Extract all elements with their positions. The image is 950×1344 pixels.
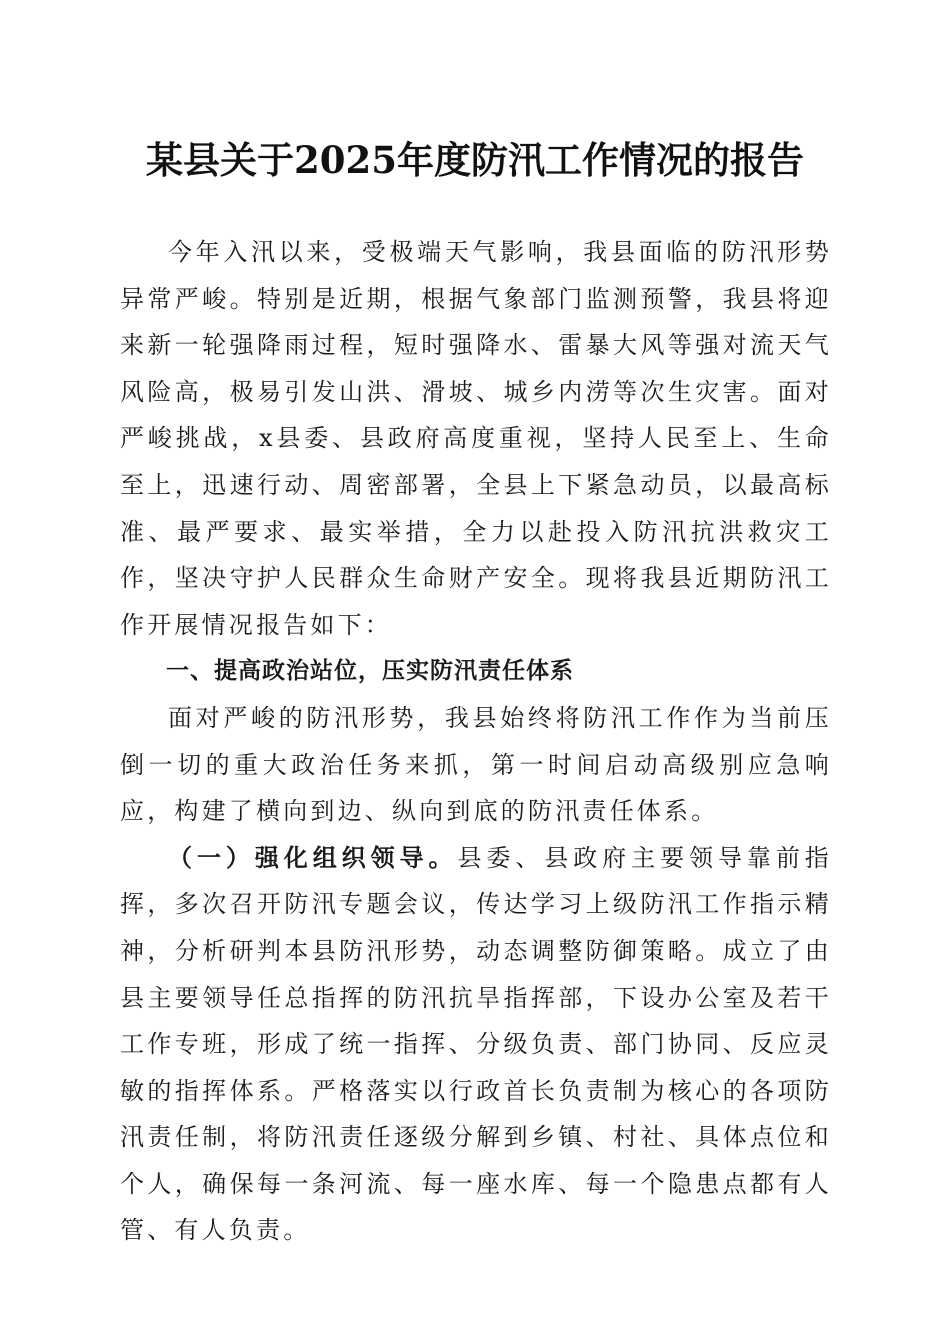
section-1-heading: 一、提高政治站位，压实防汛责任体系 bbox=[166, 658, 574, 685]
subsection-1-paragraph bbox=[120, 835, 832, 1254]
document-title: 某县关于2025年度防汛工作情况的报告 bbox=[146, 138, 804, 182]
subsection-1-lead: （一）强化组织领导。 bbox=[168, 842, 458, 872]
document-body bbox=[120, 229, 832, 1254]
intro-paragraph: 今年入汛以来，受极端天气影响，我县面临的防汛形势异常严峻。特别是近期，根据气象部门监测预警，我县将迎来新一轮强降雨过程，短时强降水、雷暴大风等强对流天气风险高，极易引发山洪、滑坡、城乡内涝等次生灾害。面对严峻挑战，x县委、县政府高度重视，坚持人民至上、生命至上，迅速行动、周密部署，全县上下紧急动员，以最高标准、最严要求、最实举措，全力以赴投入防汛抗洪救灾工作，坚决守护人民群众生命财产安全。现将我县近期防汛工作开展情况报告如下： bbox=[120, 238, 832, 639]
subsection-1-body: 县委、县政府主要领导靠前指挥，多次召开防汛专题会议，传达学习上级防汛工作指示精神，分析研判本县防汛形势，动态调整防御策略。成立了由县主要领导任总指挥的防汛抗旱指挥部，下设办公室及若干工作专班，形成了统一指挥、分级负责、部门协同、反应灵敏的指挥体系。严格落实以行政首长负责制为核心的各项防汛责任制，将防汛责任逐级分解到乡镇、村社、具体点位和个人，确保每一条河流、每一座水库、每一个隐患点都有人管、有人负责。 bbox=[120, 843, 832, 1245]
section-1-intro-paragraph: 面对严峻的防汛形势，我县始终将防汛工作作为当前压倒一切的重大政治任务来抓，第一时间启动高级别应急响应，构建了横向到边、纵向到底的防汛责任体系。 bbox=[120, 703, 832, 826]
